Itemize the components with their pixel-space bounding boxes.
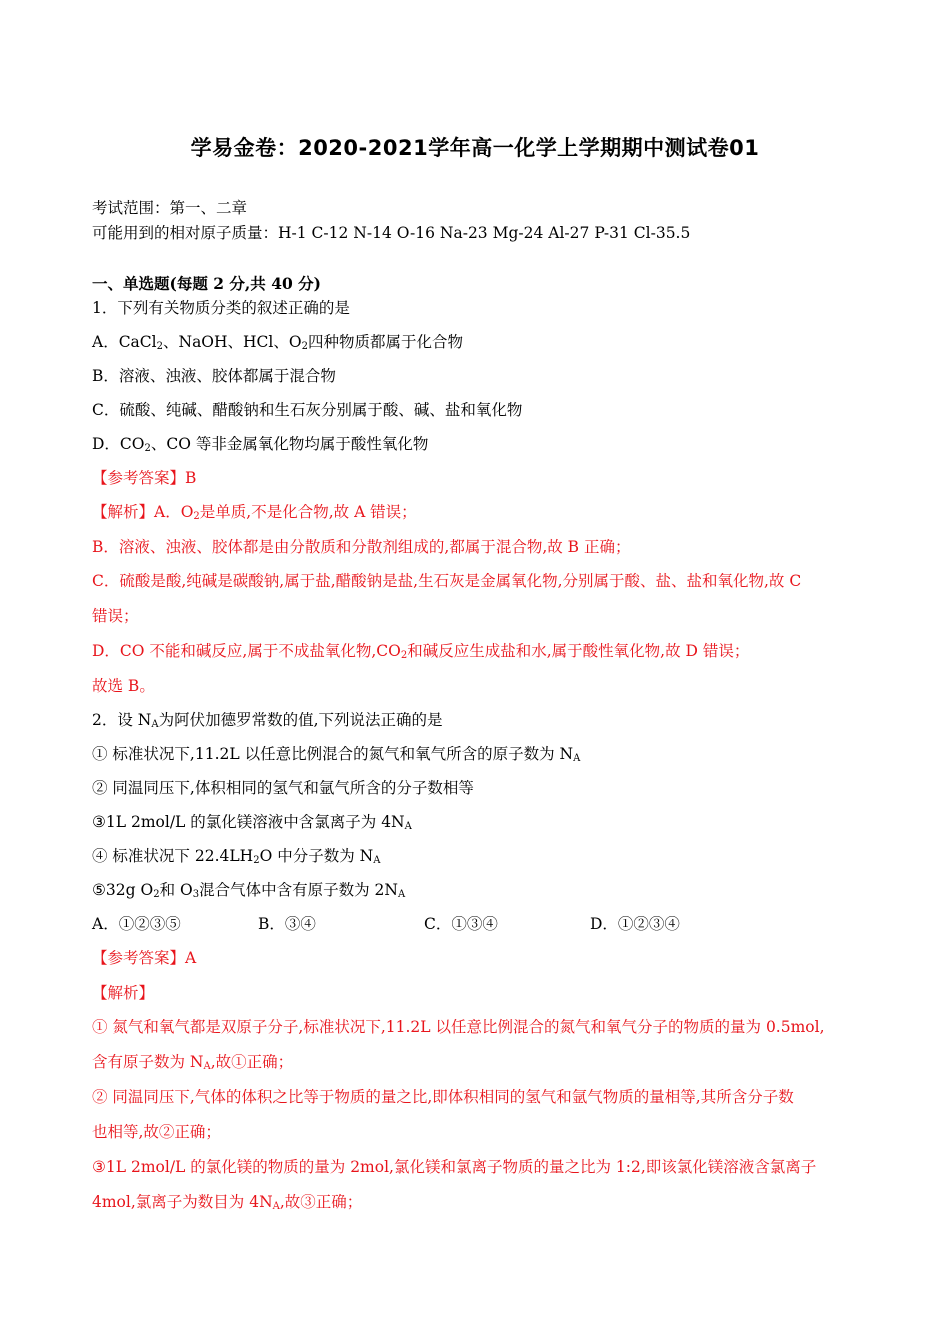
q2-stem: 2．设 $N_A$为阿伏加德罗常数的值,下列说法正确的是: [92, 711, 443, 730]
q2-analysis-label: 【解析】: [92, 984, 155, 1002]
q1-option-a: A．CaCl$_2$、NaOH、HCl、$O_2$四种物质都属于化合物: [92, 333, 463, 352]
q1-option-c: C．硫酸、纯碱、醋酸钠和生石灰分别属于酸、碱、盐和氧化物: [92, 401, 523, 419]
q2-statement-5: ⑤32g $O_2$和 $O_3$混合气体中含有原子数为 $2N_A$: [92, 881, 406, 900]
q2-option-d: D．①②③④: [590, 915, 680, 933]
q2-statement-4: ④ 标准状况下 $22.4LH_2O$ 中分子数为 $N_A$: [92, 847, 381, 866]
q2-options: [92, 914, 872, 934]
q1-stem: 1．下列有关物质分类的叙述正确的是: [92, 299, 350, 317]
q2-answer: 【参考答案】A: [92, 949, 197, 967]
section-heading: 一、单选题(每题 2 分,共 40 分): [92, 274, 322, 293]
q2-option-b: B．③④: [258, 915, 316, 933]
q2-explanation-1: ① 氮气和氧气都是双原子分子,标准状况下,11.2L 以任意比例混合的氮气和氧气分子的物质的量为 0.5mol,: [92, 1018, 825, 1036]
q1-explanation-a: 【解析】A．$O_2$是单质,不是化合物,故 A 错误；: [92, 503, 417, 522]
q1-explanation-c-cont: 错误；: [92, 607, 139, 625]
q1-explanation-d: D．CO 不能和碱反应,属于不成盐氧化物$,CO_2$和碱反应生成盐和水,属于酸性氧化物,故 D 错误；: [92, 642, 750, 661]
q2-statement-2: ② 同温同压下,体积相同的氢气和氩气所含的分子数相等: [92, 779, 474, 797]
q1-conclusion: 故选 B。: [92, 677, 155, 695]
q2-option-c: C．①③④: [424, 915, 498, 933]
q2-statement-3: ③1L 2mol/L 的氯化镁溶液中含氯离子为 $4N_A$: [92, 813, 412, 832]
q2-explanation-2: ② 同温同压下,气体的体积之比等于物质的量之比,即体积相同的氢气和氩气物质的量相等,其所含分子数: [92, 1088, 794, 1106]
atomic-masses: 可能用到的相对原子质量：H-1 C-12 N-14 O-16 Na-23 Mg-24 Al-27 P-31 Cl-35.5: [92, 224, 691, 242]
q2-option-a: A．①②③⑤: [92, 915, 181, 933]
q1-answer: 【参考答案】B: [92, 469, 197, 487]
q2-explanation-3: ③1L 2mol/L 的氯化镁的物质的量为 2mol,氯化镁和氯离子物质的量之比为 1:2,即该氯化镁溶液含氯离子: [92, 1158, 817, 1176]
exam-scope: 考试范围：第一、二章: [92, 199, 248, 217]
q2-statement-1: ① 标准状况下,11.2L 以任意比例混合的氮气和氧气所含的原子数为 $N_A$: [92, 745, 581, 764]
q2-explanation-3-cont: 4mol,氯离子为数目为 $4N_A$,故③正确；: [92, 1193, 363, 1212]
q1-option-d: D．$CO_2$、CO 等非金属氧化物均属于酸性氧化物: [92, 435, 429, 454]
q1-explanation-c: C．硫酸是酸,纯碱是碳酸钠,属于盐,醋酸钠是盐,生石灰是金属氧化物,分别属于酸、盐、盐和氧化物,故 C: [92, 572, 802, 590]
q1-option-b: B．溶液、浊液、胶体都属于混合物: [92, 367, 336, 385]
q1-explanation-b: B．溶液、浊液、胶体都是由分散质和分散剂组成的,都属于混合物,故 B 正确；: [92, 538, 631, 556]
q2-explanation-1-cont: 含有原子数为 $N_A$,故①正确；: [92, 1053, 294, 1072]
page-title: 学易金卷：2020-2021学年高一化学上学期期中测试卷01: [190, 136, 760, 160]
q2-explanation-2-cont: 也相等,故②正确；: [92, 1123, 221, 1141]
